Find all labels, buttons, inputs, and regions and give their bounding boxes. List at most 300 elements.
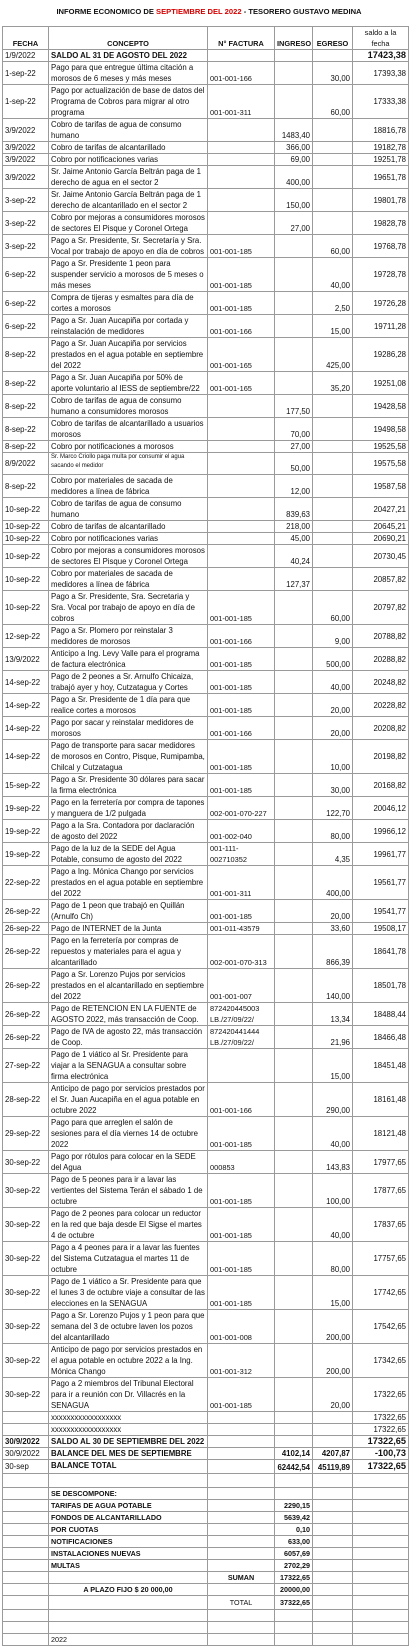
row-concept: Cobro de tarifas de alcantarillado xyxy=(49,521,208,533)
row-date: 30-sep-22 xyxy=(3,1276,49,1310)
row-date: 10-sep-22 xyxy=(3,521,49,533)
row-invoice: 001-001-185 xyxy=(208,1276,275,1310)
row-income xyxy=(275,1412,313,1424)
table-row xyxy=(3,1049,409,1083)
summary-item-value: 2702,29 xyxy=(275,1560,313,1572)
row-invoice xyxy=(208,533,275,545)
table-row xyxy=(3,119,409,142)
row-balance: 18816,78 xyxy=(353,119,409,142)
row-date: 14-sep-22 xyxy=(3,694,49,717)
row-date: 8-sep-22 xyxy=(3,441,49,453)
row-expense xyxy=(313,498,353,521)
header-income: INGRESO xyxy=(275,27,313,50)
row-invoice xyxy=(208,212,275,235)
summary-item-row xyxy=(3,1536,409,1548)
summary-item-value: 633,00 xyxy=(275,1536,313,1548)
row-concept: Sr. Marco Criollo paga multa por consumir el agua sacando el medidor xyxy=(49,453,208,475)
row-concept: Pago de la luz de la SEDE del Agua Potable, consumo de agosto del 2022 xyxy=(49,843,208,866)
summary-fixed-term-row xyxy=(3,1584,409,1596)
row-expense: 30,00 xyxy=(313,62,353,85)
table-row xyxy=(3,866,409,900)
table-row xyxy=(3,1424,409,1436)
row-invoice xyxy=(208,189,275,212)
table-row xyxy=(3,1412,409,1424)
row-income: 177,50 xyxy=(275,395,313,418)
summary-item-label: POR CUOTAS xyxy=(49,1524,208,1536)
row-invoice: 001-001-185 xyxy=(208,694,275,717)
row-date: 13/9/2022 xyxy=(3,648,49,671)
table-row xyxy=(3,1003,409,1026)
table-row xyxy=(3,648,409,671)
summary-item-row xyxy=(3,1560,409,1572)
row-income xyxy=(275,797,313,820)
table-row xyxy=(3,166,409,189)
footer-year: 2022 xyxy=(49,1634,208,1646)
row-expense xyxy=(313,50,353,62)
row-invoice: 001-001-185 xyxy=(208,235,275,258)
row-date: 26-sep-22 xyxy=(3,1003,49,1026)
summary-fixed-term-value: 20000,00 xyxy=(275,1584,313,1596)
row-concept: Pago en la ferretería por compra de tapones y manguera de 1/2 pulgada xyxy=(49,797,208,820)
row-income xyxy=(275,315,313,338)
summary-item-row xyxy=(3,1548,409,1560)
row-concept: Pago a Sr. Juan Aucapiña por servicios prestados en el agua potable en septiembre del 2022 xyxy=(49,338,208,372)
row-concept: Sr. Jaime Antonio García Beltrán paga de 1 derecho de agua en el sector 2 xyxy=(49,166,208,189)
row-date: 26-sep-22 xyxy=(3,935,49,969)
table-row xyxy=(3,591,409,625)
row-income xyxy=(275,1242,313,1276)
row-date: 8-sep-22 xyxy=(3,395,49,418)
row-invoice xyxy=(208,1049,275,1083)
row-date: 30-sep-22 xyxy=(3,1242,49,1276)
title-prefix: INFORME ECONOMICO DE xyxy=(56,7,154,16)
row-balance: 17742,65 xyxy=(353,1276,409,1310)
row-expense xyxy=(313,212,353,235)
row-date: 30-sep-22 xyxy=(3,1174,49,1208)
row-concept: Cobro por materiales de sacada de medidores a línea de fábrica xyxy=(49,568,208,591)
row-concept: xxxxxxxxxxxxxxxxxx xyxy=(49,1424,208,1436)
row-income: 218,00 xyxy=(275,521,313,533)
row-expense: 40,00 xyxy=(313,1117,353,1151)
row-expense: 15,00 xyxy=(313,315,353,338)
row-date: 30-sep xyxy=(3,1460,49,1474)
row-income xyxy=(275,292,313,315)
row-date: 3-sep-22 xyxy=(3,189,49,212)
row-date: 10-sep-22 xyxy=(3,568,49,591)
row-invoice: 872420441444 LB./27/09/22/ xyxy=(208,1026,275,1049)
row-income xyxy=(275,1026,313,1049)
row-expense: 2,50 xyxy=(313,292,353,315)
summary-heading: SE DESCOMPONE: xyxy=(49,1488,208,1500)
table-row xyxy=(3,258,409,292)
row-concept: Pago de 1 viático al Sr. Presidente para viajar a la SENAGUA a consultar sobre firma electrónica xyxy=(49,1049,208,1083)
row-income: 27,00 xyxy=(275,441,313,453)
row-expense: 200,00 xyxy=(313,1310,353,1344)
row-invoice xyxy=(208,418,275,441)
row-date: 1-sep-22 xyxy=(3,62,49,85)
row-expense: 4,35 xyxy=(313,843,353,866)
row-expense xyxy=(313,1436,353,1448)
row-balance: 17393,38 xyxy=(353,62,409,85)
row-concept: Anticipo de pago por servicios prestados en el agua potable en octubre 2022 a la Ing. Mónica Chango xyxy=(49,1344,208,1378)
row-balance: 19498,58 xyxy=(353,418,409,441)
row-income: 12,00 xyxy=(275,475,313,498)
row-date: 3-sep-22 xyxy=(3,212,49,235)
row-invoice xyxy=(208,119,275,142)
row-invoice xyxy=(208,142,275,154)
row-balance: 20690,21 xyxy=(353,533,409,545)
row-date: 30-sep-22 xyxy=(3,1151,49,1174)
row-income: 4102,14 xyxy=(275,1448,313,1460)
row-invoice: 001-001-185 xyxy=(208,292,275,315)
row-date: 6-sep-22 xyxy=(3,292,49,315)
row-date: 8-sep-22 xyxy=(3,418,49,441)
table-row xyxy=(3,843,409,866)
table-row xyxy=(3,671,409,694)
row-expense: 20,00 xyxy=(313,1378,353,1412)
row-invoice: 001-001-185 xyxy=(208,740,275,774)
row-expense: 33,60 xyxy=(313,923,353,935)
row-invoice: 001-001-166 xyxy=(208,315,275,338)
row-concept: Compra de tijeras y esmaltes para día de cortes a morosos xyxy=(49,292,208,315)
row-invoice xyxy=(208,1460,275,1474)
row-balance: 19251,08 xyxy=(353,372,409,395)
header-row xyxy=(3,27,409,50)
row-expense xyxy=(313,189,353,212)
row-date: 8-sep-22 xyxy=(3,372,49,395)
row-invoice: 001-001-312 xyxy=(208,1344,275,1378)
table-row xyxy=(3,441,409,453)
title-month: SEPTIEMBRE DEL 2022 xyxy=(156,7,242,16)
row-balance: 19768,78 xyxy=(353,235,409,258)
row-balance: 19801,78 xyxy=(353,189,409,212)
row-date: 10-sep-22 xyxy=(3,533,49,545)
row-income: 366,00 xyxy=(275,142,313,154)
row-date: 19-sep-22 xyxy=(3,843,49,866)
summary-item-label: MULTAS xyxy=(49,1560,208,1572)
row-expense: 35,20 xyxy=(313,372,353,395)
row-invoice: 001-001-185 xyxy=(208,1242,275,1276)
row-invoice xyxy=(208,154,275,166)
row-expense xyxy=(313,453,353,475)
row-balance: 19561,77 xyxy=(353,866,409,900)
row-invoice: 001-001-166 xyxy=(208,62,275,85)
table-row xyxy=(3,142,409,154)
row-concept: Sr. Jaime Antonio García Beltrán paga de 1 derecho de alcantarillado en el sector 2 xyxy=(49,189,208,212)
row-income: 400,00 xyxy=(275,166,313,189)
row-balance: 17757,65 xyxy=(353,1242,409,1276)
row-invoice xyxy=(208,50,275,62)
row-expense: 45119,89 xyxy=(313,1460,353,1474)
summary-sum-row xyxy=(3,1572,409,1584)
row-invoice: 001-001-166 xyxy=(208,1083,275,1117)
header-date: FECHA xyxy=(3,27,49,50)
row-date: 30-sep-22 xyxy=(3,1208,49,1242)
table-row xyxy=(3,1174,409,1208)
row-date: 14-sep-22 xyxy=(3,717,49,740)
row-income xyxy=(275,591,313,625)
row-expense xyxy=(313,418,353,441)
table-row xyxy=(3,1208,409,1242)
row-balance: 17322,65 xyxy=(353,1412,409,1424)
row-concept: Pago a Sr. Lorenzo Pujos por servicios prestados en el alcantarillado en septiembre del 2022 xyxy=(49,969,208,1003)
row-invoice xyxy=(208,166,275,189)
row-concept: Anticipo de pago por servicios prestados por el Sr. Juan Aucapiña en el agua potable en octubre 2022 xyxy=(49,1083,208,1117)
row-balance: 20248,82 xyxy=(353,671,409,694)
row-income xyxy=(275,1436,313,1448)
row-balance: 18451,48 xyxy=(353,1049,409,1083)
row-date: 3/9/2022 xyxy=(3,142,49,154)
row-invoice xyxy=(208,1424,275,1436)
table-row xyxy=(3,453,409,475)
table-row xyxy=(3,533,409,545)
row-balance: 19966,12 xyxy=(353,820,409,843)
row-income xyxy=(275,820,313,843)
row-date: 6-sep-22 xyxy=(3,258,49,292)
summary-section xyxy=(3,1474,409,1646)
row-income xyxy=(275,1151,313,1174)
row-income xyxy=(275,1117,313,1151)
row-invoice xyxy=(208,1436,275,1448)
row-invoice: 001-001-185 xyxy=(208,900,275,923)
row-concept: Pago a Sr. Juan Aucapiña por cortada y reinstalación de medidores xyxy=(49,315,208,338)
summary-item-label: TARIFAS DE AGUA POTABLE xyxy=(49,1500,208,1512)
row-income: 69,00 xyxy=(275,154,313,166)
row-invoice: 001-001-165 xyxy=(208,338,275,372)
summary-item-label: FONDOS DE ALCANTARILLADO xyxy=(49,1512,208,1524)
row-concept: Cobro de tarifas de agua de consumo humano xyxy=(49,119,208,142)
table-row xyxy=(3,498,409,521)
summary-item-value: 6057,69 xyxy=(275,1548,313,1560)
row-invoice xyxy=(208,521,275,533)
row-income: 50,00 xyxy=(275,453,313,475)
row-date: 19-sep-22 xyxy=(3,797,49,820)
row-date: 14-sep-22 xyxy=(3,740,49,774)
row-invoice: 001-001-166 xyxy=(208,625,275,648)
row-expense: 200,00 xyxy=(313,1344,353,1378)
row-expense: 21,96 xyxy=(313,1026,353,1049)
row-expense xyxy=(313,395,353,418)
row-balance: 19587,58 xyxy=(353,475,409,498)
row-date: 29-sep-22 xyxy=(3,1117,49,1151)
row-invoice: 001-001-185 xyxy=(208,774,275,797)
row-income xyxy=(275,900,313,923)
row-balance: 19726,28 xyxy=(353,292,409,315)
table-row xyxy=(3,900,409,923)
row-expense xyxy=(313,568,353,591)
row-concept: Pago a 2 miembros del Tribunal Electoral para ir a reunión con Dr. Villacrés en la SENAGUA xyxy=(49,1378,208,1412)
summary-item-row xyxy=(3,1524,409,1536)
summary-heading-row xyxy=(3,1488,409,1500)
row-expense xyxy=(313,475,353,498)
table-row xyxy=(3,1344,409,1378)
row-expense: 20,00 xyxy=(313,717,353,740)
row-income: 27,00 xyxy=(275,212,313,235)
summary-total-label: TOTAL xyxy=(208,1596,275,1610)
row-invoice: 001-001-185 xyxy=(208,591,275,625)
row-income: 45,00 xyxy=(275,533,313,545)
row-balance: 17333,38 xyxy=(353,85,409,119)
row-expense: 13,34 xyxy=(313,1003,353,1026)
row-date: 30-sep-22 xyxy=(3,1378,49,1412)
row-expense: 143,83 xyxy=(313,1151,353,1174)
row-invoice: 001-001-185 xyxy=(208,258,275,292)
row-income xyxy=(275,1208,313,1242)
row-concept: Pago por rótulos para colocar en la SEDE del Agua xyxy=(49,1151,208,1174)
row-income: 127,37 xyxy=(275,568,313,591)
table-row xyxy=(3,774,409,797)
summary-item-value: 2290,15 xyxy=(275,1500,313,1512)
row-invoice: 002-001-070-227 xyxy=(208,797,275,820)
table-row xyxy=(3,568,409,591)
summary-sum-value: 17322,65 xyxy=(275,1572,313,1584)
table-row xyxy=(3,1436,409,1448)
report-title xyxy=(0,0,418,24)
row-date: 15-sep-22 xyxy=(3,774,49,797)
row-balance: 19286,28 xyxy=(353,338,409,372)
row-concept: Cobro de tarifas de alcantarillado xyxy=(49,142,208,154)
row-concept: Pago a Sr. Presidente de 1 día para que realice cortes a morosos xyxy=(49,694,208,717)
row-concept: Cobro por notificaciones a morosos xyxy=(49,441,208,453)
ledger-body xyxy=(3,50,409,1474)
row-concept: Pago de INTERNET de la Junta xyxy=(49,923,208,935)
table-row xyxy=(3,694,409,717)
table-row xyxy=(3,372,409,395)
row-expense xyxy=(313,545,353,568)
row-expense xyxy=(313,142,353,154)
row-concept: xxxxxxxxxxxxxxxxxx xyxy=(49,1412,208,1424)
header-expense: EGRESO xyxy=(313,27,353,50)
row-concept: Pago de 1 viático a Sr. Presidente para que el lunes 3 de octubre viaje a consultar de las elecciones en la SENAGUA xyxy=(49,1276,208,1310)
row-income xyxy=(275,50,313,62)
row-date: 19-sep-22 xyxy=(3,820,49,843)
row-date: 22-sep-22 xyxy=(3,866,49,900)
row-concept: Anticipo a Ing. Levy Valle para el programa de factura electrónica xyxy=(49,648,208,671)
summary-item-row xyxy=(3,1512,409,1524)
summary-total-value: 37322,65 xyxy=(275,1596,313,1610)
row-income xyxy=(275,372,313,395)
table-row xyxy=(3,85,409,119)
row-invoice xyxy=(208,1412,275,1424)
row-concept: Pago de transporte para sacar medidores de morosos en Contro, Pisque, Rumipamba, Chilcal y Cutzatagua xyxy=(49,740,208,774)
row-balance: 19575,58 xyxy=(353,453,409,475)
table-row xyxy=(3,475,409,498)
row-date: 10-sep-22 xyxy=(3,545,49,568)
summary-item-label: INSTALACIONES NUEVAS xyxy=(49,1548,208,1560)
row-balance: 19182,78 xyxy=(353,142,409,154)
row-balance: 20046,12 xyxy=(353,797,409,820)
row-concept: Pago a Ing. Mónica Chango por servicios prestados en el agua potable en septiembre del 2022 xyxy=(49,866,208,900)
row-expense: 10,00 xyxy=(313,740,353,774)
table-row xyxy=(3,338,409,372)
table-row xyxy=(3,418,409,441)
table-row xyxy=(3,395,409,418)
table-row xyxy=(3,969,409,1003)
row-expense: 20,00 xyxy=(313,694,353,717)
row-expense: 20,00 xyxy=(313,900,353,923)
row-expense: 40,00 xyxy=(313,671,353,694)
row-concept: Pago para que arreglen el salón de sesiones para el día viernes 14 de octubre 2022 xyxy=(49,1117,208,1151)
row-income xyxy=(275,1049,313,1083)
row-invoice xyxy=(208,453,275,475)
row-invoice: 001-001-185 xyxy=(208,1208,275,1242)
row-invoice: 001-011-43579 xyxy=(208,923,275,935)
row-invoice: 001-001-007 xyxy=(208,969,275,1003)
row-date: 8-sep-22 xyxy=(3,475,49,498)
row-income: 839,63 xyxy=(275,498,313,521)
row-balance: 20788,82 xyxy=(353,625,409,648)
row-income xyxy=(275,969,313,1003)
row-expense: 40,00 xyxy=(313,258,353,292)
row-balance: 17837,65 xyxy=(353,1208,409,1242)
row-income xyxy=(275,717,313,740)
row-balance: 20168,82 xyxy=(353,774,409,797)
row-income xyxy=(275,774,313,797)
table-row xyxy=(3,1151,409,1174)
row-invoice: 001-001-185 xyxy=(208,671,275,694)
row-concept: Pago de RETENCION EN LA FUENTE de AGOSTO 2022, más transacción de Coop. xyxy=(49,1003,208,1026)
row-balance: 20857,82 xyxy=(353,568,409,591)
row-expense xyxy=(313,533,353,545)
table-row xyxy=(3,1378,409,1412)
table-row xyxy=(3,1083,409,1117)
row-balance: 19525,58 xyxy=(353,441,409,453)
row-balance: 17342,65 xyxy=(353,1344,409,1378)
summary-item-value: 0,10 xyxy=(275,1524,313,1536)
row-concept: Pago a 4 peones para ir a lavar las fuentes del Sistema Cutzatagua el martes 11 de octubre xyxy=(49,1242,208,1276)
row-invoice xyxy=(208,441,275,453)
row-balance: 19828,78 xyxy=(353,212,409,235)
row-invoice: 001-111-002710352 xyxy=(208,843,275,866)
row-balance: 17322,65 xyxy=(353,1460,409,1474)
row-balance: 18161,48 xyxy=(353,1083,409,1117)
row-income xyxy=(275,338,313,372)
row-balance: 18641,78 xyxy=(353,935,409,969)
row-concept: Pago a Sr. Juan Aucapiña por 50% de aporte voluntario al IESS de septiembre/22 xyxy=(49,372,208,395)
table-row xyxy=(3,62,409,85)
table-row xyxy=(3,923,409,935)
row-expense: 500,00 xyxy=(313,648,353,671)
row-date: 30-sep-22 xyxy=(3,1310,49,1344)
summary-item-value: 5639,42 xyxy=(275,1512,313,1524)
row-expense: 122,70 xyxy=(313,797,353,820)
row-date: 26-sep-22 xyxy=(3,900,49,923)
row-concept: Cobro por notificaciones varias xyxy=(49,154,208,166)
row-date: 30/9/2022 xyxy=(3,1448,49,1460)
row-expense: 80,00 xyxy=(313,1242,353,1276)
row-income xyxy=(275,935,313,969)
table-row xyxy=(3,625,409,648)
row-date: 8-sep-22 xyxy=(3,338,49,372)
row-balance: 20797,82 xyxy=(353,591,409,625)
row-date: 3/9/2022 xyxy=(3,166,49,189)
row-date: 1/9/2022 xyxy=(3,50,49,62)
row-expense: 60,00 xyxy=(313,235,353,258)
row-expense xyxy=(313,441,353,453)
row-balance: 20228,82 xyxy=(353,694,409,717)
row-invoice xyxy=(208,395,275,418)
row-expense: 60,00 xyxy=(313,591,353,625)
row-income xyxy=(275,694,313,717)
row-expense: 15,00 xyxy=(313,1049,353,1083)
row-balance: 19728,78 xyxy=(353,258,409,292)
row-balance: 19428,58 xyxy=(353,395,409,418)
row-date: 10-sep-22 xyxy=(3,591,49,625)
row-concept: Pago en la ferretería por compras de repuestos y materiales para el agua y alcantarillado xyxy=(49,935,208,969)
row-income xyxy=(275,923,313,935)
summary-fixed-term-label: A PLAZO FIJO $ 20 000,00 xyxy=(49,1584,208,1596)
row-concept: Pago a Sr. Lorenzo Pujos y 1 peon para que semana del 3 de octubre laven los pozos del alcantarillado xyxy=(49,1310,208,1344)
